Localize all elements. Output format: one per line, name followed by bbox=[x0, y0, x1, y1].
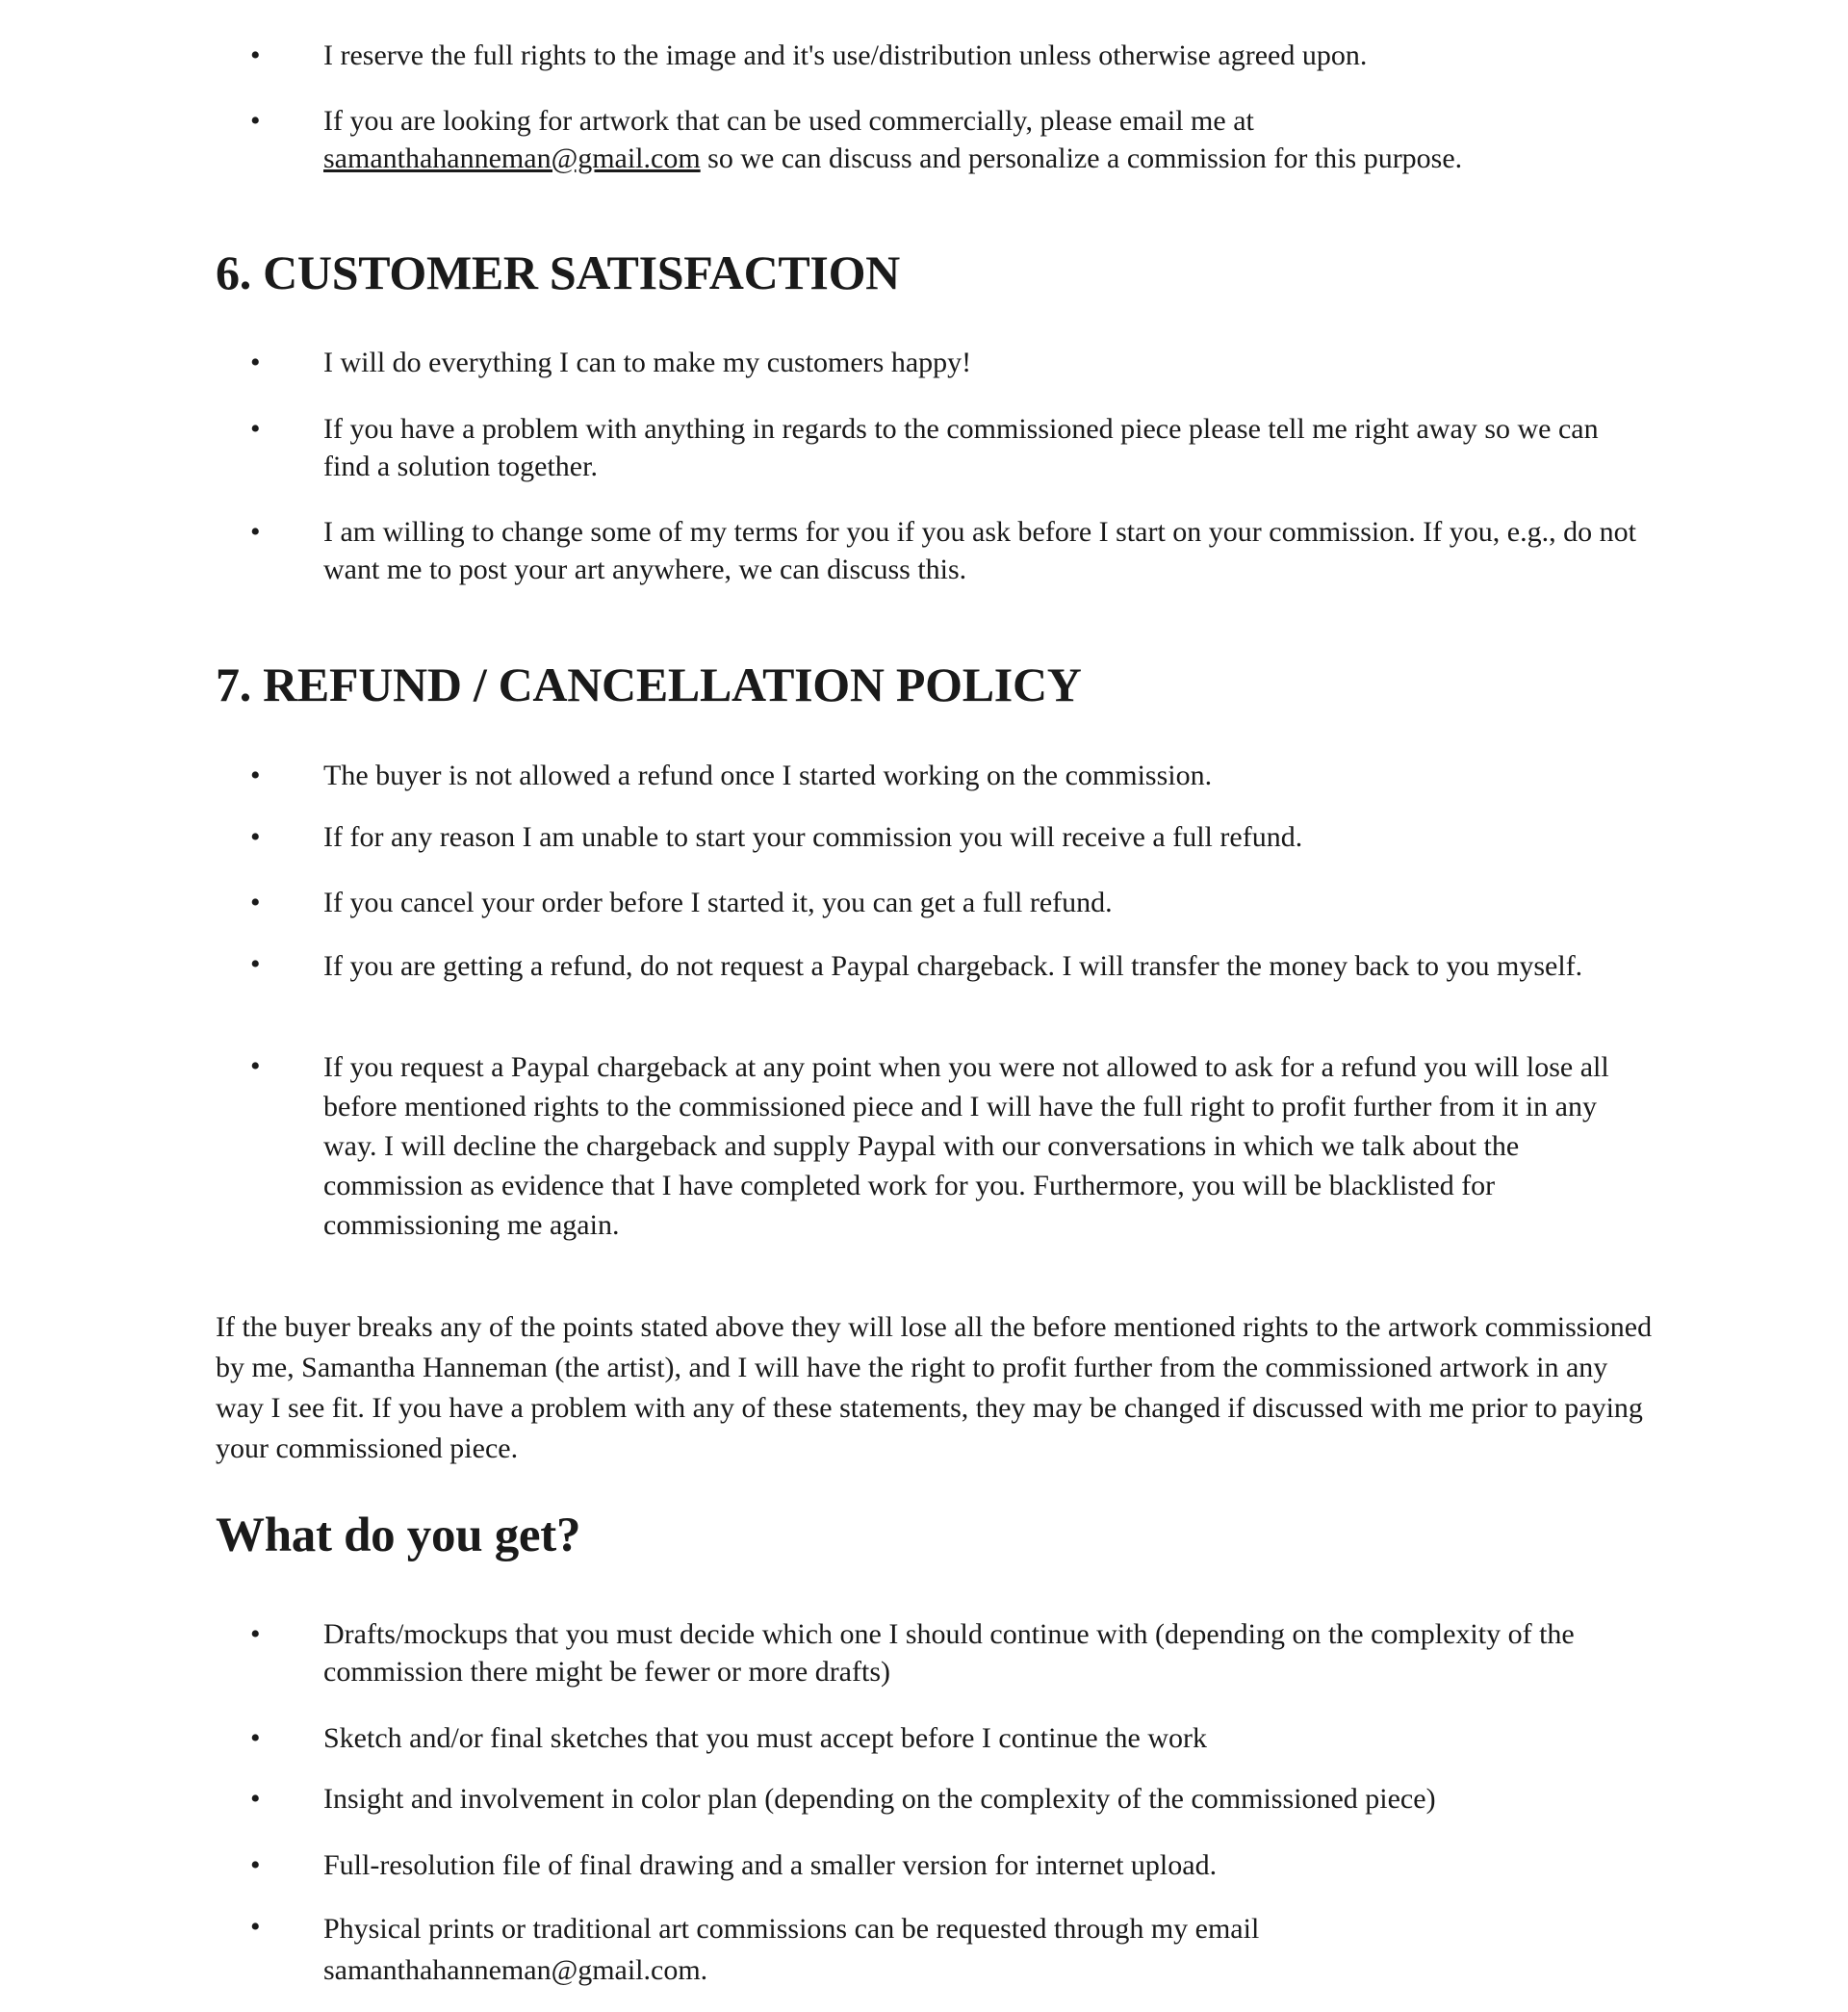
list-item-text: Sketch and/or final sketches that you must accept before I continue the work bbox=[323, 1722, 1208, 1754]
list-item-text: I am willing to change some of my terms for you if you ask before I start on your commission. If you, e.g., do not want me to post your art anywhere, we can discuss this. bbox=[323, 516, 1636, 585]
bullet-icon: • bbox=[250, 887, 261, 918]
list-item bbox=[250, 757, 1642, 794]
list-item-text: If for any reason I am unable to start your commission you will receive a full refund. bbox=[323, 821, 1303, 853]
list-item bbox=[250, 1908, 1642, 1991]
bullet-icon: • bbox=[250, 1911, 261, 1943]
bullet-icon: • bbox=[250, 821, 261, 853]
email-text: samanthahanneman@gmail.com. bbox=[323, 1954, 708, 1986]
list-item bbox=[250, 1719, 1642, 1757]
section-heading: 7. REFUND / CANCELLATION POLICY bbox=[216, 658, 1082, 711]
list-item bbox=[250, 1615, 1642, 1690]
bullet-icon: • bbox=[250, 948, 261, 980]
list-item-text: Physical prints or traditional art commissions can be requested through my email bbox=[323, 1913, 1260, 1945]
bullet-icon: • bbox=[250, 1050, 261, 1082]
bullet-icon: • bbox=[250, 347, 261, 378]
list-item-text: I reserve the full rights to the image and it's use/distribution unless otherwise agreed upon. bbox=[323, 39, 1368, 71]
list-item bbox=[250, 1047, 1642, 1245]
list-item bbox=[250, 513, 1642, 588]
email-link[interactable]: samanthahanneman@gmail.com bbox=[323, 142, 701, 174]
list-item-text: If you request a Paypal chargeback at any point when you were not allowed to ask for a refund you will lose all before mentioned rights to the commissioned piece and I will have the full right to profit further from it in any way. I will decline the chargeback and supply Paypal with our conversations in which we talk about the commission as evidence that I have completed work for you. Furthermore, you will be blacklisted for commissioning me again. bbox=[323, 1051, 1609, 1241]
list-item bbox=[250, 102, 1642, 177]
bullet-icon: • bbox=[250, 760, 261, 791]
list-item-text: If you have a problem with anything in regards to the commissioned piece please tell me right away so we can find a solution together. bbox=[323, 413, 1599, 482]
list-item bbox=[250, 1846, 1642, 1884]
list-item bbox=[250, 410, 1642, 485]
closing-paragraph: If the buyer breaks any of the points stated above they will lose all the before mentioned rights to the artwork commissioned by me, Samantha Hanneman (the artist), and I will have the right to profit further from the commissioned artwork in any way I see fit. If you have a problem with any of these statements, they may be changed if discussed with me prior to paying your commissioned piece. bbox=[216, 1311, 1653, 1464]
list-item bbox=[250, 37, 1642, 74]
list-item-text: The buyer is not allowed a refund once I started working on the commission. bbox=[323, 760, 1213, 791]
list-item-text: If you cancel your order before I started it, you can get a full refund. bbox=[323, 887, 1113, 918]
list-item bbox=[250, 945, 1642, 987]
bullet-icon: • bbox=[250, 1618, 261, 1650]
bullet-icon: • bbox=[250, 1722, 261, 1754]
list-item bbox=[250, 344, 1642, 381]
list-item-text: I will do everything I can to make my customers happy! bbox=[323, 347, 972, 378]
list-item bbox=[250, 1780, 1642, 1818]
list-item bbox=[250, 884, 1642, 921]
section-heading: What do you get? bbox=[216, 1509, 581, 1562]
bullet-icon: • bbox=[250, 105, 261, 137]
list-item-text: If you are getting a refund, do not request a Paypal chargeback. I will transfer the money back to you myself. bbox=[323, 950, 1583, 982]
list-item-text: Insight and involvement in color plan (depending on the complexity of the commissioned piece) bbox=[323, 1783, 1436, 1815]
list-item-text: Full-resolution file of final drawing and a smaller version for internet upload. bbox=[323, 1849, 1218, 1881]
bullet-icon: • bbox=[250, 1783, 261, 1815]
list-item-text: If you are looking for artwork that can be used commercially, please email me at bbox=[323, 105, 1254, 137]
bullet-icon: • bbox=[250, 413, 261, 445]
list-item-text: so we can discuss and personalize a commission for this purpose. bbox=[700, 142, 1463, 174]
list-item-text: Drafts/mockups that you must decide which one I should continue with (depending on the complexity of the commission there might be fewer or more drafts) bbox=[323, 1618, 1575, 1688]
bullet-icon: • bbox=[250, 516, 261, 548]
bullet-icon: • bbox=[250, 39, 261, 71]
bullet-icon: • bbox=[250, 1849, 261, 1881]
list-item bbox=[250, 818, 1642, 856]
section-heading: 6. CUSTOMER SATISFACTION bbox=[216, 245, 900, 299]
